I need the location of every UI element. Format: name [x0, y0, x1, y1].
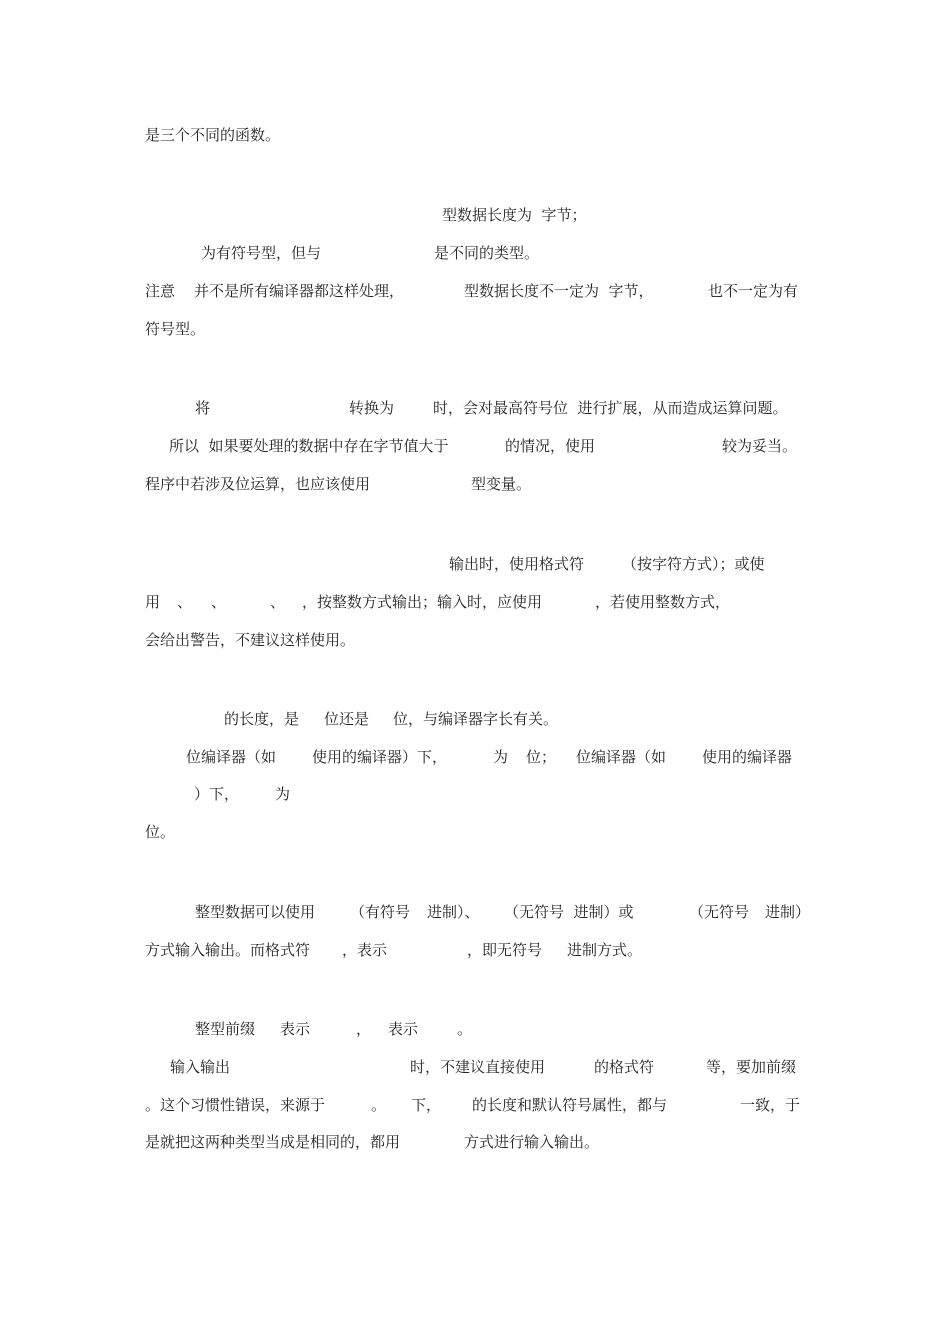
text-line: 表示: [388, 1020, 419, 1038]
text-line: 位还是: [324, 710, 370, 728]
text-line: 并不是所有编译器都这样处理，: [194, 282, 405, 300]
text-line: ，即无符号: [467, 941, 543, 959]
text-line: 位；: [526, 748, 557, 766]
text-line: 为有符号型，但与: [201, 244, 322, 262]
text-line: 转换为: [349, 399, 395, 417]
text-line: 为: [275, 785, 291, 803]
text-line: 进制）、: [427, 903, 480, 921]
text-line: 整型数据可以使用: [195, 903, 316, 921]
text-line: 下，: [411, 1096, 442, 1114]
text-line: 较为妥当。: [722, 437, 798, 455]
text-line: 位。: [145, 823, 176, 841]
text-line: 输入输出: [170, 1058, 231, 1076]
text-line: 等，要加前缀: [706, 1058, 797, 1076]
text-line: 方式输入输出。而格式符: [145, 941, 311, 959]
text-line: 是三个不同的函数。: [145, 126, 281, 144]
text-line: ，按整数方式输出；输入时，应使用: [302, 593, 543, 611]
text-line: 所以 如果要处理的数据中存在字节值大于: [169, 437, 449, 455]
text-line: ，若使用整数方式，: [595, 593, 731, 611]
text-line: （有符号: [350, 903, 411, 921]
text-line: 位编译器（如: [186, 748, 277, 766]
text-line: ，表示: [342, 941, 388, 959]
text-line: 时，不建议直接使用: [410, 1058, 546, 1076]
text-line: 表示: [280, 1020, 311, 1038]
text-line: 是就把这两种类型当成是相同的，都用: [145, 1133, 401, 1151]
text-line: 位，与编译器字长有关。: [393, 710, 559, 728]
text-line: 。这个习惯性错误，来源于: [145, 1096, 326, 1114]
text-line: 程序中若涉及位运算，也应该使用: [145, 475, 371, 493]
text-line: 是不同的类型。: [434, 244, 540, 262]
text-line: 进制）: [765, 903, 811, 921]
text-line: 、: [270, 593, 286, 611]
text-line: 、: [177, 593, 193, 611]
text-line: 符号型。: [145, 320, 206, 338]
text-line: 会给出警告，不建议这样使用。: [145, 631, 356, 649]
text-line: 整型前缀: [195, 1020, 256, 1038]
text-line: 的长度，是: [224, 710, 300, 728]
text-line: 为: [493, 748, 509, 766]
text-line: 时，会对最高符号位 进行扩展，从而造成运算问题。: [433, 399, 788, 417]
text-line: 一致，于: [740, 1096, 801, 1114]
text-line: （按字符方式）；或使: [622, 555, 765, 573]
text-line: （无符号: [689, 903, 750, 921]
text-line: 型数据长度不一定为 字节，: [464, 282, 654, 300]
text-line: 注意: [145, 282, 176, 300]
text-line: 的长度和默认符号属性，都与: [472, 1096, 668, 1114]
text-line: 位编译器（如: [576, 748, 667, 766]
text-line: 型数据长度为 字节；: [442, 206, 587, 224]
text-line: （无符号 进制）或: [504, 903, 634, 921]
text-line: 、: [211, 593, 227, 611]
text-line: 使用的编译器: [702, 748, 793, 766]
text-line: 使用的编译器）下，: [312, 748, 448, 766]
text-line: 的情况，使用: [505, 437, 596, 455]
text-line: 进制方式。: [567, 941, 643, 959]
text-line: ）下，: [194, 785, 240, 803]
text-line: ，: [356, 1020, 372, 1038]
text-line: 也不一定为有: [708, 282, 799, 300]
text-line: 。: [457, 1020, 473, 1038]
text-line: 。: [371, 1096, 387, 1114]
text-line: 的格式符: [594, 1058, 655, 1076]
text-line: 型变量。: [471, 475, 532, 493]
text-line: 输出时，使用格式符: [449, 555, 585, 573]
text-line: 将: [195, 399, 211, 417]
text-line: 用: [145, 593, 161, 611]
text-line: 方式进行输入输出。: [464, 1133, 600, 1151]
